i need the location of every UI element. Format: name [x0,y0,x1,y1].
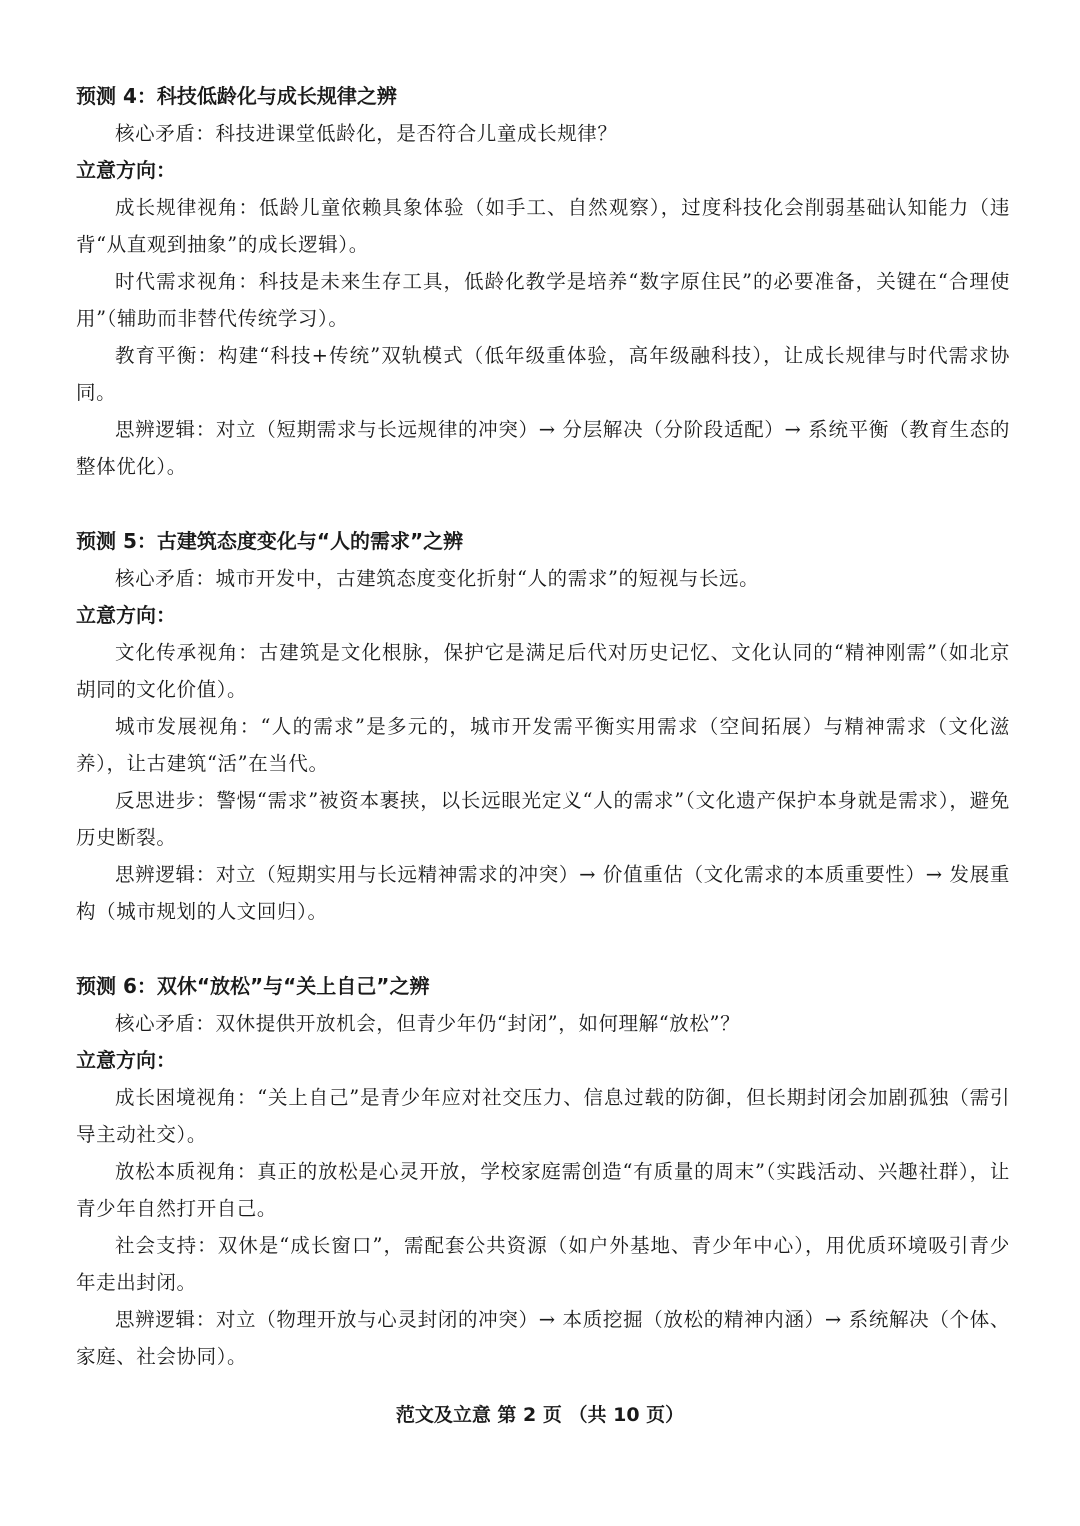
prediction-6-section [76,968,1010,1375]
prediction-5-reasoning-logic: 思辨逻辑：对立（短期实用与长远精神需求的冲突）→ 价值重估（文化需求的本质重要性）→ 发展重构（城市规划的人文回归）。 [76,863,1010,923]
prediction-5-core-conflict: 核心矛盾：城市开发中，古建筑态度变化折射“人的需求”的短视与长远。 [115,567,760,590]
prediction-6-direction-heading: 立意方向： [76,1048,176,1072]
prediction-5-title: 预测 5：古建筑态度变化与“人的需求”之辨 [76,529,464,553]
prediction-6-social-support: 社会支持：双休是“成长窗口”，需配套公共资源（如户外基地、青少年中心），用优质环境吸引青少年走出封闭。 [76,1234,1010,1294]
prediction-4-core-conflict: 核心矛盾：科技进课堂低龄化，是否符合儿童成长规律？ [115,122,618,145]
prediction-6-title: 预测 6：双休“放松”与“关上自己”之辨 [76,974,430,998]
prediction-4-direction-heading: 立意方向： [76,158,176,182]
prediction-4-growth-perspective: 成长规律视角：低龄儿童依赖具象体验（如手工、自然观察），过度科技化会削弱基础认知能力（违背“从直观到抽象”的成长逻辑）。 [76,196,1010,256]
document-body [76,78,1010,1375]
page-footer: 范文及立意 第 2 页 （共 10 页） [395,1404,685,1426]
prediction-6-core-conflict: 核心矛盾：双休提供开放机会，但青少年仍“封闭”，如何理解“放松”？ [115,1012,741,1035]
prediction-5-heritage-perspective: 文化传承视角：古建筑是文化根脉，保护它是满足后代对历史记忆、文化认同的“精神刚需”（如北京胡同的文化价值）。 [76,641,1010,701]
prediction-4-section [76,78,1010,485]
prediction-5-reflection: 反思进步：警惕“需求”被资本裹挟，以长远眼光定义“人的需求”（文化遗产保护本身就是需求），避免历史断裂。 [76,789,1010,849]
prediction-5-section [76,523,1010,930]
prediction-4-education-balance: 教育平衡：构建“科技+传统”双轨模式（低年级重体验，高年级融科技），让成长规律与时代需求协同。 [76,344,1010,404]
prediction-5-urban-perspective: 城市发展视角：“人的需求”是多元的，城市开发需平衡实用需求（空间拓展）与精神需求（文化滋养），让古建筑“活”在当代。 [76,715,1010,775]
prediction-6-growth-dilemma: 成长困境视角：“关上自己”是青少年应对社交压力、信息过载的防御，但长期封闭会加剧孤独（需引导主动社交）。 [76,1086,1010,1146]
prediction-6-relaxation-essence: 放松本质视角：真正的放松是心灵开放，学校家庭需创造“有质量的周末”（实践活动、兴趣社群），让青少年自然打开自己。 [76,1160,1010,1220]
prediction-4-title: 预测 4：科技低龄化与成长规律之辨 [76,84,397,108]
prediction-4-reasoning-logic: 思辨逻辑：对立（短期需求与长远规律的冲突）→ 分层解决（分阶段适配）→ 系统平衡（教育生态的整体优化）。 [76,418,1010,478]
prediction-6-reasoning-logic: 思辨逻辑：对立（物理开放与心灵封闭的冲突）→ 本质挖掘（放松的精神内涵）→ 系统解决（个体、家庭、社会协同）。 [76,1308,1010,1368]
prediction-4-era-perspective: 时代需求视角：科技是未来生存工具，低龄化教学是培养“数字原住民”的必要准备，关键在“合理使用”（辅助而非替代传统学习）。 [76,270,1010,330]
prediction-5-direction-heading: 立意方向： [76,603,176,627]
